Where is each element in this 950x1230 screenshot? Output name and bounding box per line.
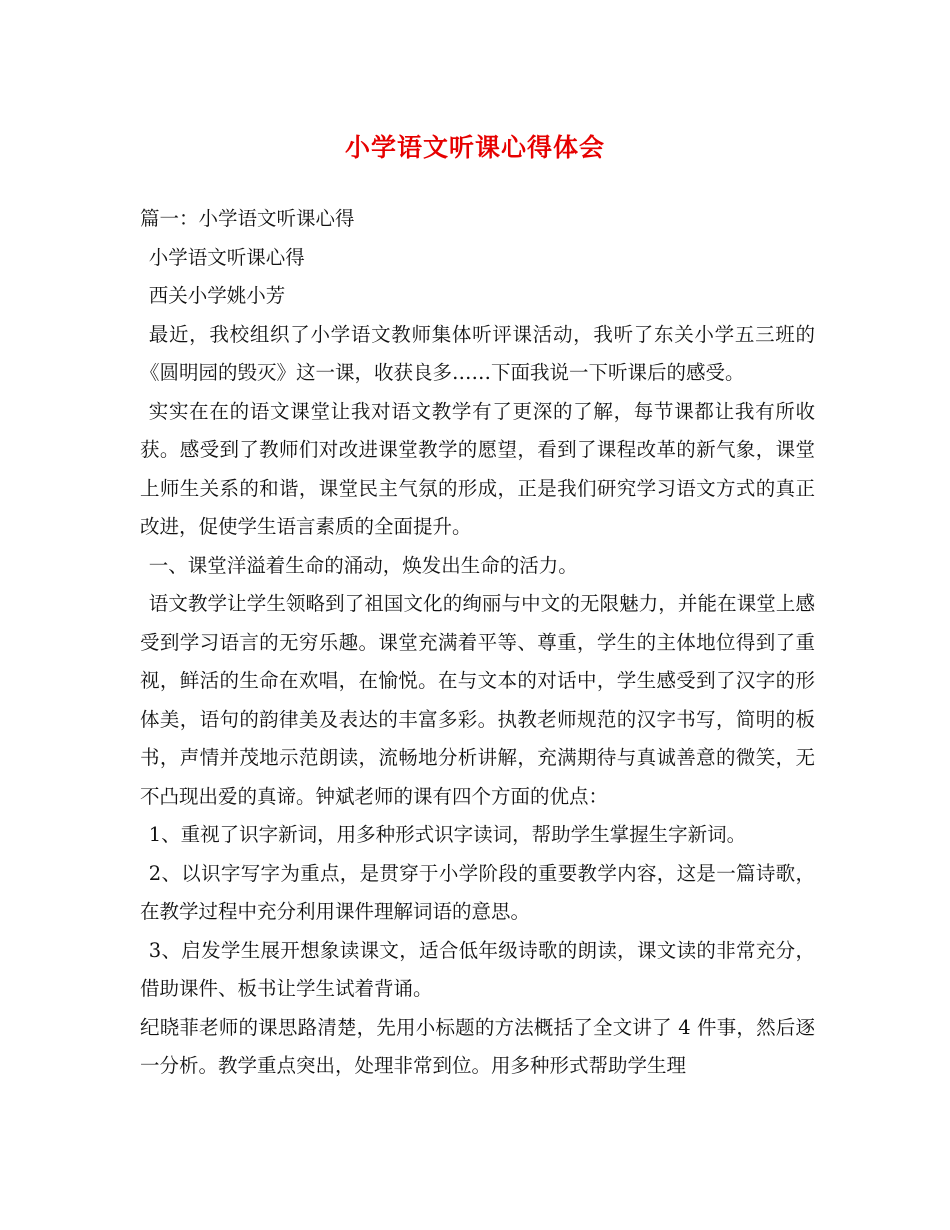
body-paragraph: 实实在在的语文课堂让我对语文教学有了更深的了解，每节课都让我有所收获。感受到了教师们对改进课堂教学的愿望，看到了课程改革的新气象，课堂上师生关系的和谐，课堂民主气氛的形成，正是我们研究学习语文方式的真正改进，促使学生语言素质的全面提升。 (140, 399, 815, 538)
body-paragraph: 最近，我校组织了小学语文教师集体听评课活动，我听了东关小学五三班的《圆明园的毁灭》这一课，收获良多……下面我说一下听课后的感受。 (140, 322, 815, 384)
subheading: 一、课堂洋溢着生命的涌动，焕发出生命的活力。 (148, 553, 578, 577)
list-item: 1、重视了识字新词，用多种形式识字读词，帮助学生掌握生字新词。 (148, 823, 747, 846)
document-body (140, 200, 815, 1086)
body-paragraph: 语文教学让学生领略到了祖国文化的绚丽与中文的无限魅力，并能在课堂上感受到学习语言的无穷乐趣。课堂充满着平等、尊重，学生的主体地位得到了重视，鲜活的生命在欢唱，在愉悦。在与文本的对话中，学生感受到了汉字的形体美，语句的韵律美及表达的丰富多彩。执教老师规范的汉字书写，简明的板书，声情并茂地示范朗读，流畅地分析讲解，充满期待与真诚善意的微笑，无不凸现出爱的真谛。钟斌老师的课有四个方面的优点： (140, 592, 815, 808)
author-line: 西关小学姚小芳 (148, 284, 286, 307)
body-paragraph: 纪晓菲老师的课思路清楚，先用小标题的方法概括了全文讲了 4 件事，然后逐一分析。教学重点突出，处理非常到位。用多种形式帮助学生理 (140, 1015, 815, 1077)
list-item: 3、启发学生展开想象读课文，适合低年级诗歌的朗读，课文读的非常充分，借助课件、板书让学生试着背诵。 (140, 938, 815, 1000)
list-item: 2、以识字写字为重点，是贯穿于小学阶段的重要教学内容，这是一篇诗歌，在教学过程中充分利用课件理解词语的意思。 (140, 861, 815, 923)
article-title: 小学语文听课心得 (148, 245, 305, 269)
section-heading: 篇一：小学语文听课心得 (140, 207, 355, 230)
document-title: 小学语文听课心得体会 (344, 133, 605, 162)
